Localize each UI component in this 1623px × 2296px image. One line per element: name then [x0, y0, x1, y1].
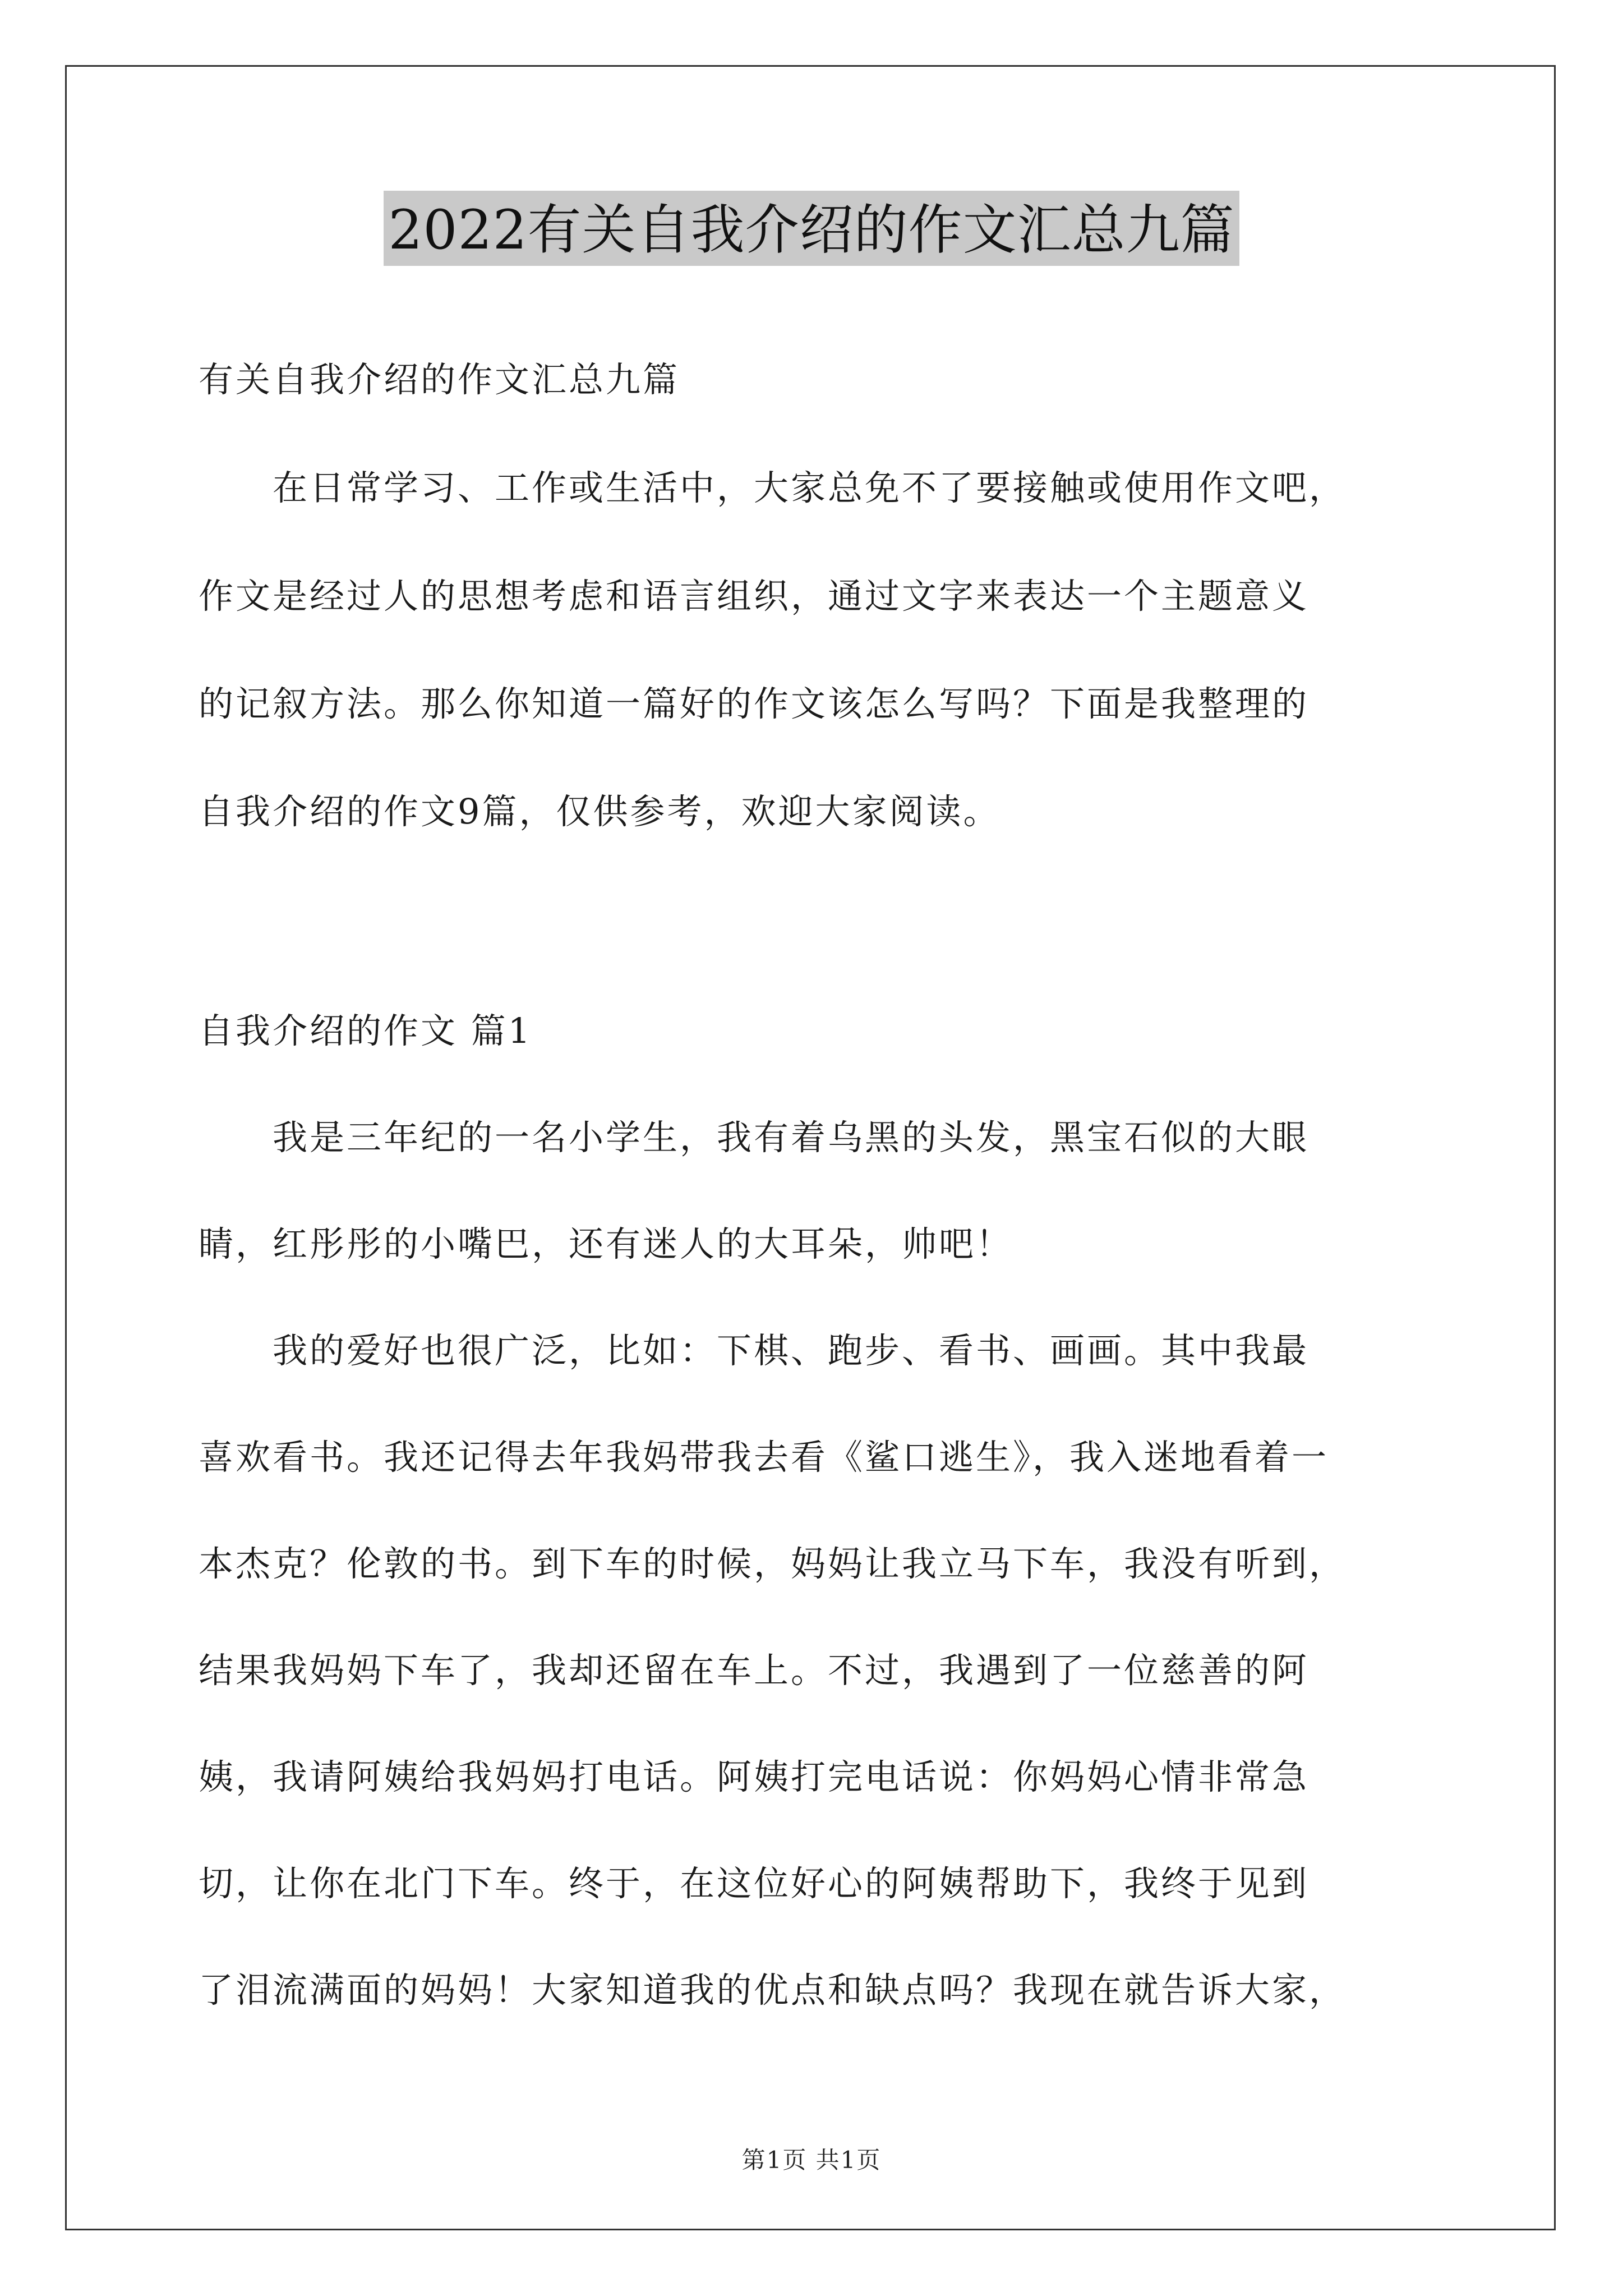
page-footer: 第1页 共1页 [741, 2146, 882, 2174]
document-title: 2022有关自我介绍的作文汇总九篇 [384, 191, 1239, 266]
body-line: 喜欢看书。我还记得去年我妈带我去看《鲨口逃生》，我入迷地看着一 [199, 1437, 1329, 1478]
body-line: 姨，我请阿姨给我妈妈打电话。阿姨打完电话说：你妈妈心情非常急 [199, 1756, 1310, 1797]
title-container [0, 191, 1623, 266]
body-line: 我的爱好也很广泛，比如：下棋、跑步、看书、画画。其中我最 [199, 1330, 1310, 1371]
document-subtitle: 有关自我介绍的作文汇总九篇 [199, 359, 680, 400]
body-line: 本杰克？伦敦的书。到下车的时候，妈妈让我立马下车，我没有听到， [199, 1543, 1347, 1584]
body-line: 了泪流满面的妈妈！大家知道我的优点和缺点吗？我现在就告诉大家， [199, 1970, 1347, 2010]
body-line: 睛，红彤彤的小嘴巴，还有迷人的大耳朵，帅吧！ [199, 1223, 1013, 1264]
body-line: 切，让你在北门下车。终于，在这位好心的阿姨帮助下，我终于见到 [199, 1863, 1310, 1904]
intro-line: 自我介绍的作文9篇，仅供参考，欢迎大家阅读。 [199, 791, 1000, 832]
intro-line: 的记叙方法。那么你知道一篇好的作文该怎么写吗？下面是我整理的 [199, 683, 1310, 724]
body-line: 结果我妈妈下车了，我却还留在车上。不过，我遇到了一位慈善的阿 [199, 1650, 1310, 1691]
body-line: 我是三年纪的一名小学生，我有着乌黑的头发，黑宝石似的大眼 [199, 1117, 1310, 1158]
intro-line: 在日常学习、工作或生活中，大家总免不了要接触或使用作文吧， [199, 467, 1347, 508]
intro-line: 作文是经过人的思想考虑和语言组织，通过文字来表达一个主题意义 [199, 576, 1310, 616]
section-heading: 自我介绍的作文 篇1 [199, 1010, 533, 1051]
